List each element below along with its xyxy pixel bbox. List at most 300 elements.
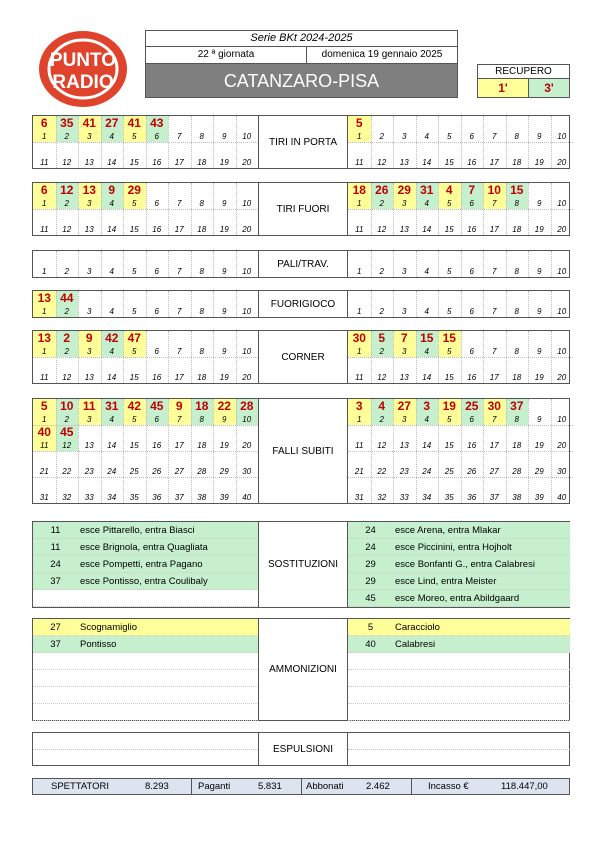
event-minute: [483, 251, 506, 266]
event-minute: [168, 209, 191, 224]
event-index: 1: [33, 306, 56, 317]
event-minute: [483, 477, 506, 492]
event-minute: [461, 425, 484, 440]
event-minute: [416, 209, 439, 224]
event-index: 27: [174, 467, 184, 476]
event-description: Scognamiglio: [80, 622, 138, 633]
event-index: 5: [438, 346, 461, 357]
ammonizioni-home: [33, 619, 258, 720]
event-index: 14: [422, 441, 432, 450]
event-index: 4: [424, 307, 429, 316]
event-description: esce Moreo, entra Abildgaard: [395, 593, 520, 604]
event-minute: [146, 209, 169, 224]
event-minute: [236, 477, 259, 492]
event-minute: [33, 142, 56, 157]
event-index: 1: [357, 267, 362, 276]
event-index: 35: [129, 493, 139, 502]
event-index: 14: [422, 158, 432, 167]
event-minute: 29: [365, 559, 376, 570]
event-minute: 24: [365, 542, 376, 553]
away-half: [348, 399, 573, 503]
event-minute: [483, 116, 506, 131]
event-minute: 18: [348, 183, 371, 198]
event-index: 39: [219, 493, 229, 502]
event-index: 1: [357, 307, 362, 316]
event-minute: [371, 251, 394, 266]
event-minute: [438, 477, 461, 492]
event-minute: [438, 425, 461, 440]
event-minute: [371, 425, 394, 440]
event-minute: [213, 251, 236, 266]
event-index: 4: [101, 346, 124, 357]
event-minute: [416, 291, 439, 306]
event-index: 8: [514, 267, 519, 276]
event-index: 11: [40, 158, 49, 167]
event-index: 3: [402, 132, 407, 141]
event-minute: [168, 477, 191, 492]
event-minute: [393, 425, 416, 440]
event-index: 2: [371, 198, 394, 209]
event-index: 3: [393, 346, 416, 357]
event-index: 7: [168, 414, 191, 425]
tiri-fuori-label: TIRI FUORI: [258, 183, 348, 235]
event-minute: [213, 116, 236, 131]
event-index: 19: [534, 225, 544, 234]
event-index: 15: [444, 158, 454, 167]
event-index: 16: [152, 158, 162, 167]
event-index: 18: [197, 225, 207, 234]
event-minute: [56, 209, 79, 224]
event-index: 12: [62, 225, 72, 234]
espulsioni-section: [32, 732, 570, 766]
event-index: 4: [416, 346, 439, 357]
event-description: esce Pittarello, entra Biasci: [80, 525, 195, 536]
event-index: 9: [537, 307, 542, 316]
event-minute: 29: [393, 183, 416, 198]
event-minute: 6: [33, 183, 56, 198]
event-index: 16: [467, 373, 477, 382]
event-minute: [146, 251, 169, 266]
incasso-value: 118.447,00: [501, 781, 548, 792]
event-minute: [371, 451, 394, 466]
list-item: [33, 670, 258, 687]
event-minute: [371, 142, 394, 157]
event-minute: [348, 251, 371, 266]
event-minute: [191, 291, 214, 306]
event-index: 10: [242, 307, 252, 316]
sostituzioni-section: [32, 521, 570, 608]
event-index: 10: [242, 267, 252, 276]
event-minute: [438, 116, 461, 131]
event-minute: [506, 451, 529, 466]
sostituzioni-home: [33, 522, 258, 607]
event-minute: 24: [50, 559, 61, 570]
event-minute: [393, 116, 416, 131]
event-index: 11: [355, 158, 364, 167]
event-index: 9: [222, 347, 227, 356]
event-minute: [416, 425, 439, 440]
event-index: 25: [444, 467, 454, 476]
event-index: 14: [107, 441, 117, 450]
event-index: 4: [416, 198, 439, 209]
event-index: 6: [469, 132, 474, 141]
event-minute: 5: [33, 399, 56, 414]
fuorigioco-label: FUORIGIOCO: [258, 291, 348, 317]
event-minute: 13: [33, 291, 56, 306]
event-index: 17: [489, 158, 499, 167]
list-item: [348, 590, 570, 607]
event-index: 1: [33, 131, 56, 142]
event-minute: [146, 451, 169, 466]
event-index: 8: [199, 132, 204, 141]
serie-title: Serie BKt 2024-2025: [145, 30, 458, 47]
event-index: 15: [129, 373, 139, 382]
event-index: 9: [537, 347, 542, 356]
event-minute: [191, 116, 214, 131]
espulsioni-label: ESPULSIONI: [258, 733, 348, 765]
event-index: 18: [512, 158, 522, 167]
event-minute: [483, 142, 506, 157]
event-minute: 9: [78, 331, 101, 346]
event-minute: [101, 357, 124, 372]
event-index: 19: [534, 373, 544, 382]
event-index: 11: [355, 441, 364, 450]
event-index: 10: [242, 347, 252, 356]
event-index: 16: [152, 373, 162, 382]
event-minute: [371, 357, 394, 372]
event-minute: [551, 183, 574, 198]
event-minute: [236, 209, 259, 224]
event-index: 22: [62, 467, 72, 476]
event-index: 5: [447, 267, 452, 276]
event-minute: 37: [50, 639, 61, 650]
home-half: [33, 331, 258, 383]
event-index: 3: [393, 414, 416, 425]
event-minute: [236, 183, 259, 198]
home-half: [33, 116, 258, 168]
event-minute: [123, 142, 146, 157]
event-minute: [483, 331, 506, 346]
event-index: 4: [101, 131, 124, 142]
event-minute: 29: [365, 576, 376, 587]
event-minute: 27: [50, 622, 61, 633]
event-index: 9: [222, 307, 227, 316]
event-minute: [483, 451, 506, 466]
event-minute: [506, 142, 529, 157]
event-minute: [506, 331, 529, 346]
event-index: 40: [557, 493, 567, 502]
event-minute: [461, 331, 484, 346]
list-item: [33, 556, 258, 573]
event-index: 11: [355, 373, 364, 382]
event-minute: [371, 291, 394, 306]
event-minute: [528, 331, 551, 346]
event-index: 12: [377, 441, 387, 450]
event-minute: [551, 451, 574, 466]
event-index: 20: [242, 225, 252, 234]
event-index: 11: [40, 373, 49, 382]
event-index: 12: [62, 373, 72, 382]
event-index: 13: [84, 373, 94, 382]
event-minute: 44: [56, 291, 79, 306]
event-index: 15: [129, 225, 139, 234]
event-index: 11: [355, 225, 364, 234]
home-half: [33, 251, 258, 277]
event-index: 3: [78, 131, 101, 142]
list-item: [348, 704, 570, 721]
home-half: [33, 399, 258, 503]
list-item: [348, 556, 570, 573]
event-index: 13: [399, 441, 409, 450]
event-minute: [393, 251, 416, 266]
event-minute: 4: [438, 183, 461, 198]
event-index: 37: [489, 493, 499, 502]
event-index: 8: [514, 347, 519, 356]
fuorigioco-section: [32, 290, 570, 318]
event-minute: 2: [56, 331, 79, 346]
event-minute: 9: [101, 183, 124, 198]
event-minute: [191, 477, 214, 492]
event-minute: [551, 251, 574, 266]
event-index: 32: [62, 493, 72, 502]
event-minute: [78, 425, 101, 440]
event-minute: [393, 477, 416, 492]
abbonati-label: Abbonati: [306, 781, 344, 792]
event-minute: [191, 209, 214, 224]
event-index: 17: [174, 225, 184, 234]
event-minute: 3: [348, 399, 371, 414]
event-minute: [483, 209, 506, 224]
event-index: 14: [107, 225, 117, 234]
event-index: 7: [492, 267, 497, 276]
event-minute: [146, 357, 169, 372]
event-index: 1: [42, 267, 47, 276]
event-minute: 5: [348, 116, 371, 131]
event-index: 10: [557, 307, 567, 316]
event-minute: 27: [101, 116, 124, 131]
recupero-second-half: 3': [529, 79, 570, 98]
event-minute: [348, 357, 371, 372]
event-index: 36: [467, 493, 477, 502]
event-minute: [348, 451, 371, 466]
event-minute: [78, 142, 101, 157]
giornata: 22 ª giornata: [145, 47, 307, 64]
event-minute: [56, 451, 79, 466]
event-index: 4: [101, 414, 124, 425]
event-minute: 4: [371, 399, 394, 414]
event-minute: [528, 425, 551, 440]
event-minute: [146, 425, 169, 440]
event-minute: [551, 331, 574, 346]
event-minute: [348, 209, 371, 224]
event-minute: [528, 291, 551, 306]
event-index: 2: [379, 132, 384, 141]
event-index: 20: [557, 441, 567, 450]
event-index: 9: [537, 267, 542, 276]
event-minute: [101, 142, 124, 157]
list-item: [33, 590, 258, 607]
event-minute: [438, 251, 461, 266]
event-index: 9: [537, 132, 542, 141]
event-minute: [551, 399, 574, 414]
event-description: esce Arena, entra Mlakar: [395, 525, 501, 536]
event-index: 9: [222, 132, 227, 141]
event-index: 5: [447, 307, 452, 316]
event-index: 12: [377, 225, 387, 234]
event-minute: [213, 209, 236, 224]
ammonizioni-away: [348, 619, 570, 720]
event-minute: [213, 451, 236, 466]
away-half: [348, 291, 573, 317]
event-index: 19: [534, 158, 544, 167]
event-index: 20: [242, 441, 252, 450]
home-half: [33, 183, 258, 235]
event-index: 4: [424, 132, 429, 141]
event-minute: [528, 183, 551, 198]
event-minute: 7: [461, 183, 484, 198]
ammonizioni-label: AMMONIZIONI: [258, 619, 348, 720]
away-half: [348, 331, 573, 383]
event-minute: 40: [33, 425, 56, 440]
event-minute: [506, 116, 529, 131]
event-index: 20: [557, 158, 567, 167]
spettatori-value: 8.293: [145, 781, 169, 792]
match-title: CATANZARO-PISA: [145, 64, 458, 98]
event-index: 6: [469, 347, 474, 356]
event-minute: 40: [365, 639, 376, 650]
event-index: 23: [84, 467, 94, 476]
event-minute: 47: [123, 331, 146, 346]
event-minute: 6: [33, 116, 56, 131]
event-index: 2: [64, 267, 69, 276]
event-index: 15: [444, 225, 454, 234]
event-minute: 13: [33, 331, 56, 346]
event-index: 8: [199, 307, 204, 316]
event-minute: [348, 142, 371, 157]
event-index: 5: [438, 414, 461, 425]
event-description: esce Pontisso, entra Coulibaly: [80, 576, 208, 587]
event-index: 18: [197, 158, 207, 167]
event-minute: [146, 477, 169, 492]
event-index: 17: [489, 441, 499, 450]
event-index: 12: [377, 158, 387, 167]
event-minute: [461, 142, 484, 157]
event-minute: [438, 209, 461, 224]
event-minute: [438, 357, 461, 372]
event-index: 3: [402, 267, 407, 276]
event-minute: [528, 251, 551, 266]
event-minute: [213, 477, 236, 492]
event-description: Pontisso: [80, 639, 117, 650]
event-minute: 26: [371, 183, 394, 198]
event-index: 1: [348, 414, 371, 425]
event-index: 27: [489, 467, 499, 476]
pali-trav-section: [32, 250, 570, 278]
event-minute: [56, 477, 79, 492]
event-description: esce Pompetti, entra Pagano: [80, 559, 203, 570]
event-minute: [506, 251, 529, 266]
event-minute: [438, 451, 461, 466]
recupero-first-half: 1': [477, 79, 529, 98]
event-minute: [416, 357, 439, 372]
list-item: [33, 636, 258, 653]
event-index: 24: [107, 467, 117, 476]
event-index: 13: [399, 225, 409, 234]
event-minute: [461, 209, 484, 224]
event-index: 17: [174, 441, 184, 450]
event-minute: 3: [416, 399, 439, 414]
event-index: 17: [174, 158, 184, 167]
event-description: esce Piccinini, entra Hojholt: [395, 542, 512, 553]
event-index: 6: [154, 267, 159, 276]
event-index: 31: [354, 493, 364, 502]
event-minute: [33, 477, 56, 492]
event-index: 6: [469, 267, 474, 276]
event-index: 12: [62, 158, 72, 167]
event-minute: [236, 331, 259, 346]
event-minute: [506, 477, 529, 492]
event-index: 37: [174, 493, 184, 502]
event-index: 12: [377, 373, 387, 382]
event-index: 2: [379, 267, 384, 276]
home-half: [33, 291, 258, 317]
event-index: 1: [33, 346, 56, 357]
event-index: 3: [87, 307, 92, 316]
event-minute: [123, 425, 146, 440]
list-item: [348, 522, 570, 539]
event-minute: 30: [483, 399, 506, 414]
event-index: 9: [222, 267, 227, 276]
event-index: 17: [174, 373, 184, 382]
event-index: 13: [399, 373, 409, 382]
event-minute: [393, 209, 416, 224]
corner-label: CORNER: [258, 331, 348, 383]
event-minute: [123, 477, 146, 492]
event-minute: 13: [78, 183, 101, 198]
event-minute: [101, 251, 124, 266]
sostituzioni-away: [348, 522, 570, 607]
event-index: 1: [348, 346, 371, 357]
event-index: 20: [242, 373, 252, 382]
event-minute: [33, 357, 56, 372]
event-minute: [483, 357, 506, 372]
event-index: 34: [422, 493, 432, 502]
event-index: 1: [348, 198, 371, 209]
event-index: 9: [213, 414, 236, 425]
event-index: 1: [33, 414, 56, 425]
event-index: 7: [483, 198, 506, 209]
event-minute: [213, 331, 236, 346]
tiri-in-porta-label: TIRI IN PORTA: [258, 116, 348, 168]
punto-radio-logo: [38, 30, 128, 108]
event-index: 30: [557, 467, 567, 476]
list-item: [348, 653, 570, 670]
event-index: 5: [123, 414, 146, 425]
event-index: 15: [129, 441, 139, 450]
event-index: 6: [469, 307, 474, 316]
event-minute: [123, 451, 146, 466]
event-index: 14: [422, 373, 432, 382]
event-index: 2: [371, 414, 394, 425]
event-index: 28: [197, 467, 207, 476]
event-minute: [191, 425, 214, 440]
event-minute: [393, 291, 416, 306]
event-minute: [438, 142, 461, 157]
event-minute: [213, 357, 236, 372]
event-minute: 12: [56, 183, 79, 198]
event-minute: [168, 116, 191, 131]
event-minute: 15: [416, 331, 439, 346]
